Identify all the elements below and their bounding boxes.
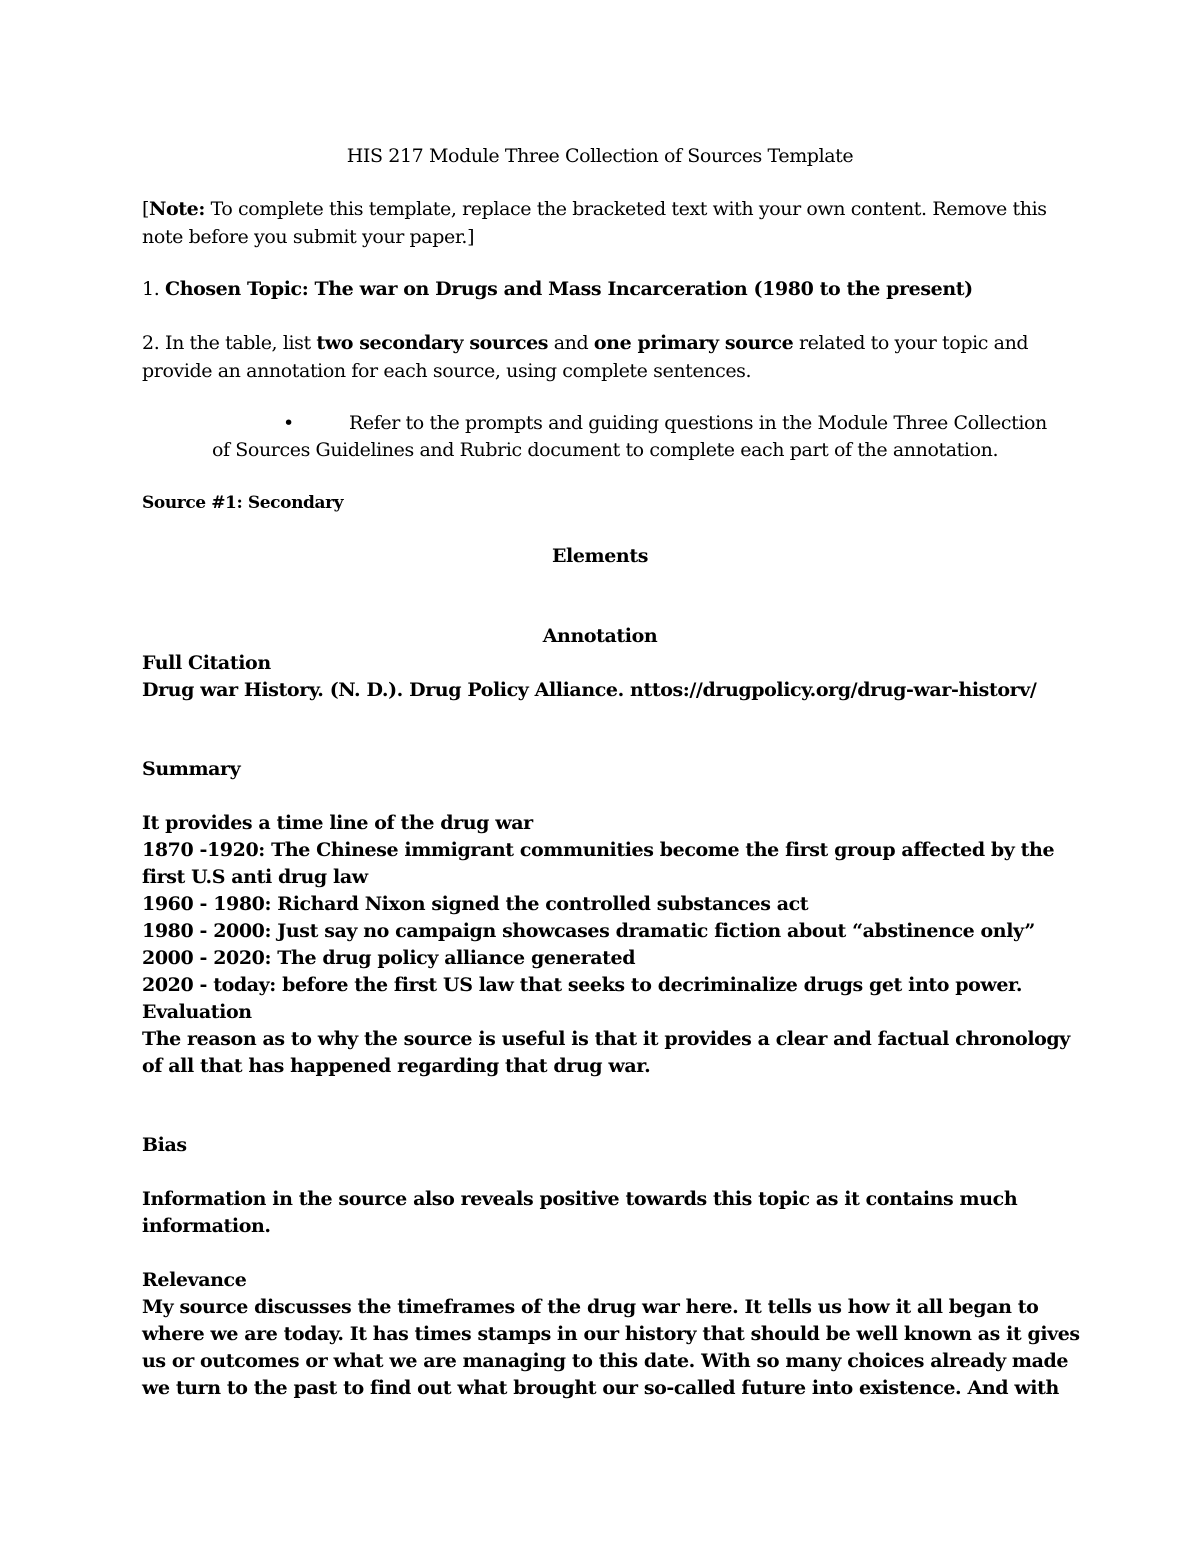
evaluation-line: The reason as to why the source is useful is that it provides a clear and factual chronology xyxy=(142,1028,1070,1050)
relevance-heading: Relevance xyxy=(142,1269,247,1291)
summary-line: first U.S anti drug law xyxy=(142,866,368,888)
note-line-1 xyxy=(142,196,1047,223)
full-citation-heading: Full Citation xyxy=(142,652,271,674)
bias-line: information. xyxy=(142,1215,271,1237)
bias-heading: Bias xyxy=(142,1134,187,1156)
instruction-bold-secondary: two secondary sources xyxy=(316,332,549,354)
summary-line: 2000 - 2020: The drug policy alliance generated xyxy=(142,947,636,969)
instruction-bold-primary: one primary source xyxy=(593,332,794,354)
instruction-line-2: provide an annotation for each source, using complete sentences. xyxy=(142,360,752,382)
instruction-text-2: and xyxy=(548,332,594,354)
relevance-line: we turn to the past to find out what brought our so-called future into existence. And with xyxy=(142,1377,1059,1399)
document-title: HIS 217 Module Three Collection of Sources Template xyxy=(346,145,854,167)
topic-text: Chosen Topic: The war on Drugs and Mass Incarceration (1980 to the present) xyxy=(164,278,973,300)
topic-line xyxy=(142,276,973,303)
evaluation-heading: Evaluation xyxy=(142,1001,252,1023)
bullet-icon: • xyxy=(283,412,295,434)
summary-line: 1870 -1920: The Chinese immigrant communities become the first group affected by the xyxy=(142,839,1055,861)
bullet-line-1: Refer to the prompts and guiding questions in the Module Three Collection xyxy=(349,412,1047,434)
summary-line: 1960 - 1980: Richard Nixon signed the controlled substances act xyxy=(142,893,809,915)
summary-line: It provides a time line of the drug war xyxy=(142,812,533,834)
full-citation-text: Drug war History. (N. D.). Drug Policy Alliance. nttos://drugpolicy.org/drug-war-historv/ xyxy=(142,679,1037,701)
source-label: Source #1: Secondary xyxy=(142,493,344,513)
instruction-line-1 xyxy=(142,330,1028,357)
instruction-text-1: 2. In the table, list xyxy=(142,332,317,354)
evaluation-line: of all that has happened regarding that drug war. xyxy=(142,1055,651,1077)
note-text: To complete this template, replace the bracketed text with your own content. Remove this xyxy=(204,198,1047,220)
note-open-bracket: [ xyxy=(142,198,150,220)
annotation-heading: Annotation xyxy=(542,625,658,647)
note-line-2: note before you submit your paper.] xyxy=(142,226,475,248)
relevance-line: us or outcomes or what we are managing to this date. With so many choices already made xyxy=(142,1350,1069,1372)
summary-line: 2020 - today: before the first US law that seeks to decriminalize drugs get into power. xyxy=(142,974,1023,996)
note-label: Note: xyxy=(149,198,205,220)
summary-heading: Summary xyxy=(142,758,241,780)
summary-line: 1980 - 2000: Just say no campaign showcases dramatic fiction about “abstinence only” xyxy=(142,920,1035,942)
relevance-line: My source discusses the timeframes of the drug war here. It tells us how it all began to xyxy=(142,1296,1039,1318)
topic-number: 1. xyxy=(142,278,165,300)
elements-heading: Elements xyxy=(551,545,649,567)
bullet-line-2: of Sources Guidelines and Rubric document to complete each part of the annotation. xyxy=(212,439,999,461)
bias-line: Information in the source also reveals positive towards this topic as it contains much xyxy=(142,1188,1018,1210)
relevance-line: where we are today. It has times stamps in our history that should be well known as it gives xyxy=(142,1323,1080,1345)
instruction-text-3: related to your topic and xyxy=(793,332,1029,354)
